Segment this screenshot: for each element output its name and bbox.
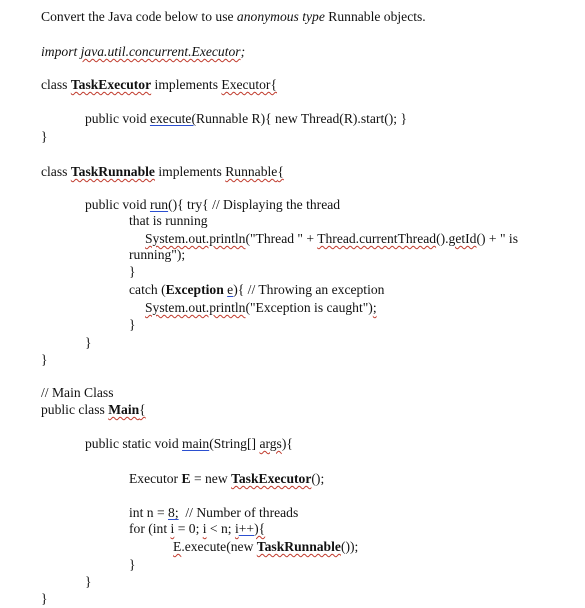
taskrunnable-close-brace: }	[41, 352, 48, 367]
instruction-line	[41, 8, 426, 26]
catch-line	[129, 281, 384, 299]
main-class-close-brace: }	[41, 591, 48, 606]
open-brace: {	[270, 77, 277, 92]
loop-cond: < n;	[206, 521, 235, 536]
call-parens: ().	[436, 231, 449, 246]
public-class-keyword: public class	[41, 402, 109, 417]
main-class-comment: // Main Class	[41, 385, 114, 400]
thread-count-comment: // Number of threads	[178, 505, 299, 520]
run-comment-continuation: that is running	[129, 213, 208, 228]
new-keyword: = new	[190, 471, 232, 486]
exception-type: Exception	[165, 282, 224, 297]
execute-method-name: execute	[149, 111, 192, 126]
system-out-println: System.out.println	[145, 300, 246, 315]
method-open: ){	[281, 436, 293, 451]
method-modifiers: public void	[85, 197, 150, 212]
run-method-close-brace: }	[85, 335, 92, 350]
run-method-rest: (){ try{ // Displaying the thread	[168, 197, 341, 212]
open-brace: {	[277, 164, 284, 179]
getid-call: getId	[448, 231, 477, 246]
method-modifiers: public void	[85, 111, 150, 126]
import-keyword: import	[41, 44, 81, 59]
taskexecutor-close-brace: }	[41, 129, 48, 144]
method-modifiers: public static void	[85, 436, 183, 451]
loop-init: = 0;	[174, 521, 203, 536]
import-semicolon: ;	[240, 44, 246, 59]
main-class-header	[41, 401, 146, 419]
execute-call: .execute(new	[181, 539, 257, 554]
println-exception-arg: ("Exception is caught")	[245, 300, 373, 315]
loop-var: i	[234, 521, 239, 536]
run-method-line	[85, 196, 340, 214]
println-string-arg: ("Thread " +	[245, 231, 318, 246]
main-method-close-brace: }	[85, 574, 92, 589]
for-close-brace: }	[129, 557, 136, 572]
loop-var: i	[202, 521, 207, 536]
executor-variable: E	[181, 471, 191, 486]
catch-close-brace: }	[129, 317, 136, 332]
taskexecutor-class-header	[41, 76, 277, 94]
class-keyword: class	[41, 164, 71, 179]
instruction-suffix: Runnable objects.	[324, 9, 426, 24]
exception-variable: e	[227, 282, 234, 297]
execute-method-line	[85, 110, 407, 128]
thread-count-value: 8;	[168, 505, 179, 520]
main-method-line	[85, 435, 293, 453]
open-paren: (	[191, 111, 196, 126]
current-thread-call: Thread.currentThread	[317, 231, 437, 246]
println-tail: () + " is	[476, 231, 518, 246]
taskexecutor-class-ref: TaskExecutor	[231, 471, 312, 486]
args-param: args	[259, 436, 282, 451]
import-line	[41, 43, 245, 61]
for-loop-line	[129, 520, 265, 538]
taskrunnable-class-name: TaskRunnable	[70, 164, 155, 179]
executor-variable: E	[173, 539, 182, 554]
executor-declaration-line	[129, 470, 324, 488]
taskrunnable-class-header	[41, 163, 284, 181]
main-method-name: main	[182, 436, 210, 451]
loop-open: ){	[254, 521, 266, 536]
implements-keyword: implements	[154, 164, 226, 179]
println-exception-line	[145, 299, 377, 317]
semicolon: ;	[372, 300, 377, 315]
implements-keyword: implements	[151, 77, 222, 92]
class-keyword: class	[41, 77, 71, 92]
loop-var: i	[170, 521, 175, 536]
instruction-prefix: Convert the Java code below to use	[41, 9, 237, 24]
for-keyword: for (int	[129, 521, 171, 536]
params: (String[]	[209, 436, 260, 451]
constructor-call: ();	[311, 471, 325, 486]
println-thread-line	[145, 230, 518, 248]
executor-interface-name: Executor	[221, 77, 271, 92]
taskrunnable-class-ref: TaskRunnable	[256, 539, 341, 554]
executor-type: Executor	[129, 471, 182, 486]
catch-keyword: catch (	[129, 282, 166, 297]
run-method-name: run	[149, 197, 169, 212]
system-out-println: System.out.println	[145, 231, 246, 246]
catch-comment: ){ // Throwing an exception	[233, 282, 385, 297]
runnable-interface-name: Runnable	[225, 164, 278, 179]
int-declaration: int n =	[129, 505, 169, 520]
constructor-call: ());	[340, 539, 359, 554]
println-continuation: running");	[129, 247, 186, 262]
instruction-emphasis: anonymous type	[236, 9, 325, 24]
execute-call-line	[173, 538, 358, 556]
import-package: java.util.concurrent.Executor	[80, 44, 241, 59]
open-brace: {	[139, 402, 146, 417]
execute-method-body: Runnable R){ new Thread(R).start(); }	[196, 111, 407, 126]
taskexecutor-class-name: TaskExecutor	[70, 77, 152, 92]
try-close-brace: }	[129, 264, 136, 279]
loop-increment: ++	[238, 521, 255, 536]
main-class-name: Main	[108, 402, 140, 417]
